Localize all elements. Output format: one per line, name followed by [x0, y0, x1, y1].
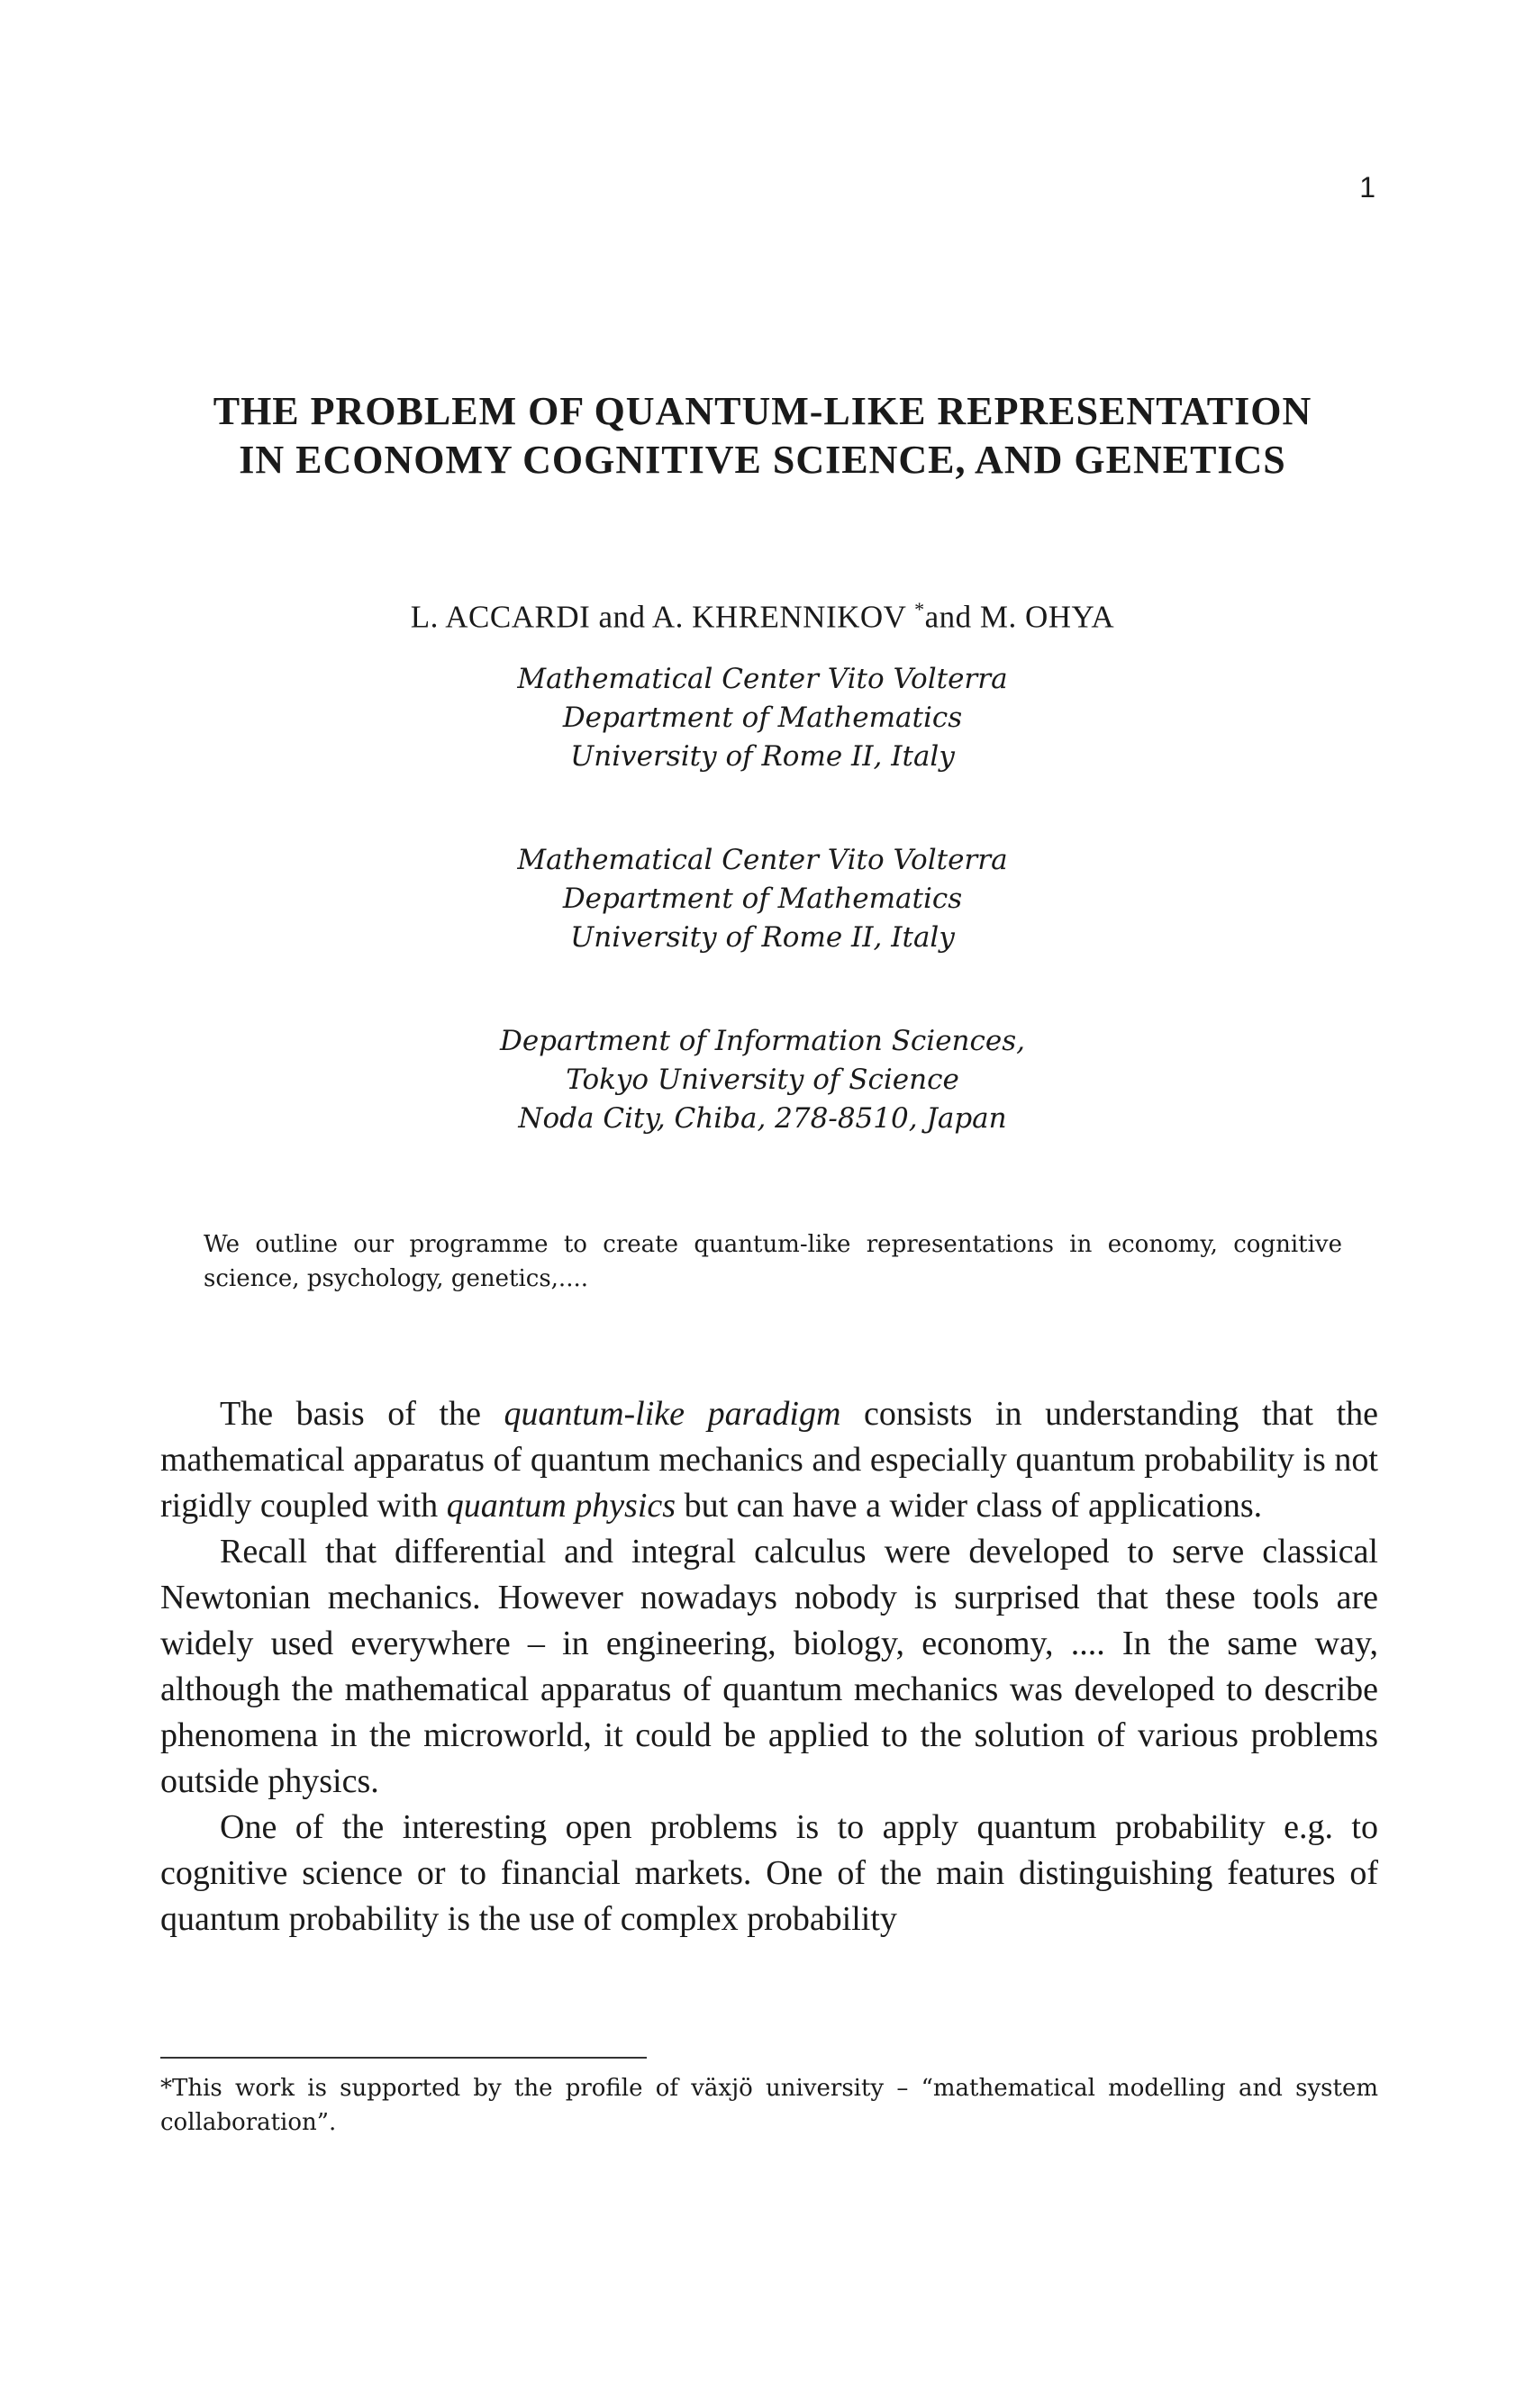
paragraph-1-text-b: consists in understanding that the mathematical apparatus of quantum mechanics and especially quantum probability is not rigidly coupled with: [160, 1395, 1378, 1525]
affiliation-2-line-2: Department of Mathematics: [562, 883, 963, 915]
affiliation-2-line-1: Mathematical Center Vito Volterra: [517, 844, 1008, 876]
paragraph-2: Recall that differential and integral calculus were developed to serve classical Newtonian mechanics. However nowadays nobody is surprised that these tools are widely used everywhere – in engineering, biology, economy, .... In the same way, although the mathematical apparatus of quantum mechanics was developed to describe phenomena in the microworld, it could be applied to the solution of various problems outside physics.: [160, 1533, 1378, 1800]
affiliation-3-line-3: Noda City, Chiba, 278-8510, Japan: [518, 1102, 1007, 1135]
paragraph-1-text-a: The basis of the: [220, 1395, 504, 1433]
page-number: 1: [1359, 171, 1375, 204]
paper-title: [0, 387, 1525, 484]
affiliation-2: [0, 841, 1525, 957]
affiliation-3-line-1: Department of Information Sciences,: [499, 1025, 1025, 1057]
paragraph-1-emphasis-1: quantum-like paradigm: [504, 1395, 841, 1433]
paragraph-3: One of the interesting open problems is to apply quantum probability e.g. to cognitive science or to financial markets. One of the main distinguishing features of quantum probability is the use of complex probability: [160, 1808, 1378, 1938]
affiliation-1: [0, 660, 1525, 776]
footnote-rule: [160, 2057, 647, 2059]
title-line-1: THE PROBLEM OF QUANTUM-LIKE REPRESENTATION: [213, 389, 1312, 433]
authors: [0, 598, 1525, 636]
footnote: *This work is supported by the profile of växjö university – “mathematical modelling and system collaboration”.: [160, 2075, 1378, 2136]
abstract: We outline our programme to create quantum-like representations in economy, cognitive science, psychology, genetics,....: [204, 1231, 1342, 1292]
affiliation-1-line-2: Department of Mathematics: [562, 702, 963, 734]
body-text: [160, 1391, 1378, 1942]
authors-part-1: L. ACCARDI and A. KHRENNIKOV: [410, 599, 915, 635]
affiliation-2-line-3: University of Rome II, Italy: [570, 921, 955, 954]
paragraph-1-text-c: but can have a wider class of applications.: [676, 1487, 1263, 1525]
paragraph-1-emphasis-2: quantum physics: [446, 1487, 676, 1525]
authors-part-2: and M. OHYA: [924, 599, 1115, 635]
author-footnote-mark: *: [914, 598, 925, 620]
title-line-2: IN ECONOMY COGNITIVE SCIENCE, AND GENETICS: [239, 438, 1286, 482]
affiliation-3: [0, 1022, 1525, 1138]
affiliation-1-line-1: Mathematical Center Vito Volterra: [517, 663, 1008, 695]
affiliation-1-line-3: University of Rome II, Italy: [570, 740, 955, 773]
paragraph-1: [160, 1391, 1378, 1529]
affiliation-3-line-2: Tokyo University of Science: [566, 1064, 959, 1096]
